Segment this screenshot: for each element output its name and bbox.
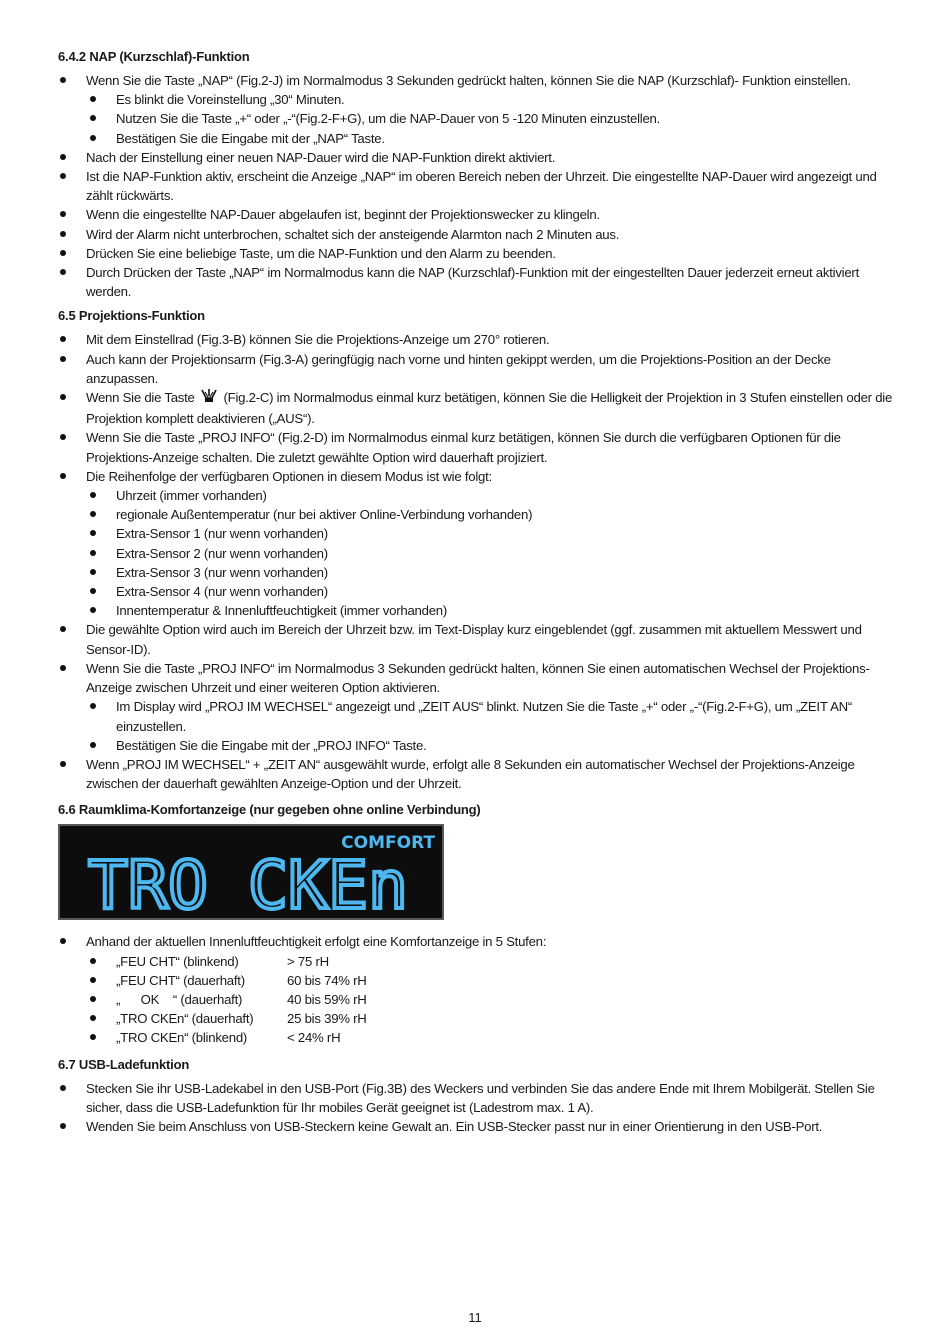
comfort-lcd-display bbox=[58, 824, 444, 920]
list-subitem: Bestätigen Sie die Eingabe mit der „PROJ INFO“ Taste. bbox=[58, 736, 898, 755]
list-item: Wenn Sie die Taste „PROJ INFO“ (Fig.2-D) im Normalmodus einmal kurz betätigen, können Sie durch die verfügbaren Optionen für die Projektions-Anzeige schalten. Die zuletzt gewählte Option wird dauerhaft projiziert. bbox=[58, 428, 898, 466]
comfort-level-row bbox=[58, 1028, 898, 1047]
list-item: Anhand der aktuellen Innenluftfeuchtigkeit erfolgt eine Komfortanzeige in 5 Stufen: bbox=[58, 932, 898, 951]
list-item bbox=[58, 388, 898, 428]
comfort-level-label: „FEU CHT“ (blinkend) bbox=[116, 953, 239, 969]
comfort-level-row bbox=[58, 971, 898, 990]
list-item: Wenden Sie beim Anschluss von USB-Steckern keine Gewalt an. Ein USB-Stecker passt nur in einer Orientierung in den USB-Port. bbox=[58, 1117, 898, 1136]
list-item: Die Reihenfolge der verfügbaren Optionen in diesem Modus ist wie folgt: bbox=[58, 467, 898, 486]
comfort-level-label: „FEU CHT“ (dauerhaft) bbox=[116, 972, 245, 988]
segment-readout: TRO CKEn bbox=[88, 847, 408, 919]
option-item: regionale Außentemperatur (nur bei aktiver Online-Verbindung vorhanden) bbox=[58, 505, 898, 524]
list-item: Wenn die eingestellte NAP-Dauer abgelaufen ist, beginnt der Projektionswecker zu klingeln. bbox=[58, 205, 898, 224]
section-nap bbox=[58, 48, 898, 301]
projector-brightness-icon bbox=[200, 388, 218, 409]
comfort-level-range: 40 bis 59% rH bbox=[287, 991, 367, 1007]
page-number: 11 bbox=[468, 1310, 482, 1325]
comfort-level-row bbox=[58, 952, 898, 971]
option-item: Innentemperatur & Innenluftfeuchtigkeit (immer vorhanden) bbox=[58, 601, 898, 620]
option-item: Extra-Sensor 4 (nur wenn vorhanden) bbox=[58, 582, 898, 601]
list-subitem: Bestätigen Sie die Eingabe mit der „NAP“ Taste. bbox=[58, 129, 898, 148]
list-item: Die gewählte Option wird auch im Bereich der Uhrzeit bzw. im Text-Display kurz eingeblendet (ggf. zusammen mit aktuellem Messwert und Sensor-ID). bbox=[58, 620, 898, 658]
section-projection bbox=[58, 307, 898, 793]
list-item: Ist die NAP-Funktion aktiv, erscheint die Anzeige „NAP“ im oberen Bereich neben der Uhrzeit. Die eingestellte NAP-Dauer wird angezeigt und zählt rückwärts. bbox=[58, 167, 898, 205]
list-item: Wenn Sie die Taste „NAP“ (Fig.2-J) im Normalmodus 3 Sekunden gedrückt halten, können Sie die NAP (Kurzschlaf)- Funktion einstellen. bbox=[58, 71, 898, 90]
option-item: Extra-Sensor 1 (nur wenn vorhanden) bbox=[58, 524, 898, 543]
nap-list bbox=[58, 71, 898, 301]
list-item: Drücken Sie eine beliebige Taste, um die NAP-Funktion und den Alarm zu beenden. bbox=[58, 244, 898, 263]
list-subitem: Nutzen Sie die Taste „+“ oder „-“(Fig.2-F+G), um die NAP-Dauer von 5 -120 Minuten einzustellen. bbox=[58, 109, 898, 128]
section-usb bbox=[58, 1056, 898, 1137]
comfort-level-range: 25 bis 39% rH bbox=[287, 1011, 367, 1027]
section-heading-usb: 6.7 USB-Ladefunktion bbox=[58, 1056, 190, 1072]
list-item: Nach der Einstellung einer neuen NAP-Dauer wird die NAP-Funktion direkt aktiviert. bbox=[58, 148, 898, 167]
list-subitem: Im Display wird „PROJ IM WECHSEL“ angezeigt und „ZEIT AUS“ blinkt. Nutzen Sie die Taste „+“ oder „-“(Fig.2-F+G), um „ZEIT AN“ einzustellen. bbox=[58, 697, 898, 735]
section-heading-comfort: 6.6 Raumklima-Komfortanzeige (nur gegeben ohne online Verbindung) bbox=[58, 802, 481, 818]
manual-page bbox=[58, 48, 898, 1142]
option-item: Extra-Sensor 2 (nur wenn vorhanden) bbox=[58, 544, 898, 563]
list-item: Durch Drücken der Taste „NAP“ im Normalmodus kann die NAP (Kurzschlaf)-Funktion mit der eingestellten Dauer jederzeit erneut aktiviert werden. bbox=[58, 263, 898, 301]
section-comfort bbox=[58, 801, 898, 1047]
list-item-text: (Fig.2-C) im Normalmodus einmal kurz betätigen, können Sie die Helligkeit der Projektion in 3 Stufen einstellen oder die Projektion komplett deaktivieren („AUS“). bbox=[86, 390, 893, 427]
comfort-level-label: „TRO CKEn“ (dauerhaft) bbox=[116, 1011, 254, 1027]
comfort-label: COMFORT bbox=[341, 833, 435, 854]
usb-list bbox=[58, 1079, 898, 1137]
section-heading-projection: 6.5 Projektions-Funktion bbox=[58, 308, 205, 324]
list-item: Stecken Sie ihr USB-Ladekabel in den USB-Port (Fig.3B) des Weckers und verbinden Sie das andere Ende mit Ihrem Mobilgerät. Stellen Sie sicher, dass die USB-Ladefunktion für Ihr mobiles Gerät geeignet ist (Ladestrom max. 1 A). bbox=[58, 1079, 898, 1117]
list-item: Wird der Alarm nicht unterbrochen, schaltet sich der ansteigende Alarmton nach 2 Minuten aus. bbox=[58, 225, 898, 244]
comfort-level-label: „TRO CKEn“ (blinkend) bbox=[116, 1030, 248, 1046]
list-item: Wenn „PROJ IM WECHSEL“ + „ZEIT AN“ ausgewählt wurde, erfolgt alle 8 Sekunden ein automatischer Wechsel der Projektions-Anzeige zwischen der dauerhaft gewählten Anzeige-Option und der Uhrzeit. bbox=[58, 755, 898, 793]
list-item-text: Wenn Sie die Taste bbox=[86, 390, 195, 406]
list-item: Mit dem Einstellrad (Fig.3-B) können Sie die Projektions-Anzeige um 270° rotieren. bbox=[58, 330, 898, 349]
comfort-level-row bbox=[58, 1009, 898, 1028]
comfort-level-range: 60 bis 74% rH bbox=[287, 972, 367, 988]
option-item: Uhrzeit (immer vorhanden) bbox=[58, 486, 898, 505]
list-subitem: Es blinkt die Voreinstellung „30“ Minuten. bbox=[58, 90, 898, 109]
comfort-level-range: > 75 rH bbox=[287, 953, 329, 969]
list-item: Auch kann der Projektionsarm (Fig.3-A) geringfügig nach vorne und hinten gekippt werden, um die Projektions-Position an der Decke anzupassen. bbox=[58, 350, 898, 388]
comfort-level-row bbox=[58, 990, 898, 1009]
option-item: Extra-Sensor 3 (nur wenn vorhanden) bbox=[58, 563, 898, 582]
section-heading-nap: 6.4.2 NAP (Kurzschlaf)-Funktion bbox=[58, 49, 250, 64]
comfort-level-range: < 24% rH bbox=[287, 1030, 341, 1046]
lcd-graphic bbox=[60, 826, 442, 918]
list-item: Wenn Sie die Taste „PROJ INFO“ im Normalmodus 3 Sekunden gedrückt halten, können Sie einen automatischen Wechsel der Projektions-Anzeige zwischen Uhrzeit und einer weiteren Option aktivieren. bbox=[58, 659, 898, 697]
comfort-level-label: „ OK “ (dauerhaft) bbox=[116, 991, 243, 1007]
projection-list bbox=[58, 330, 898, 793]
comfort-list bbox=[58, 932, 898, 1047]
